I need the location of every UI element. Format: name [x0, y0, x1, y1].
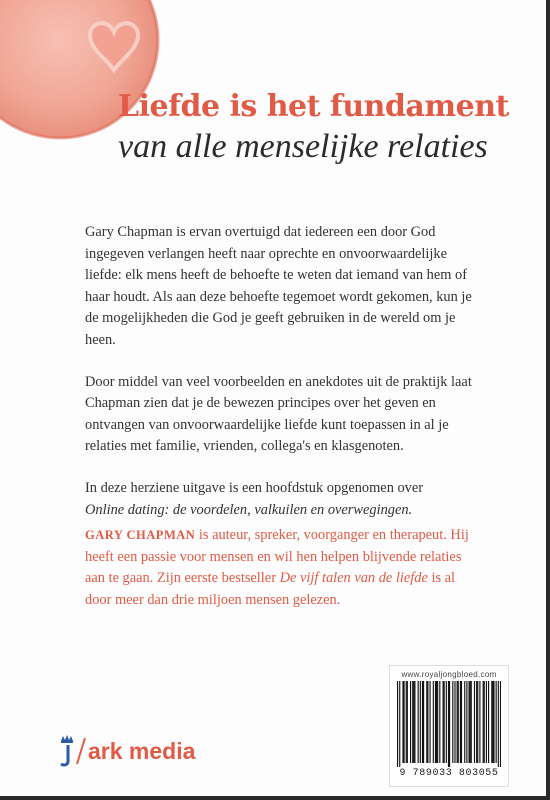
barcode-bar: [476, 681, 477, 763]
barcode-bar: [488, 681, 489, 763]
barcode-bar: [458, 681, 459, 763]
author-book-title: De vijf talen van de liefde: [279, 570, 428, 587]
barcode-bar: [446, 681, 447, 763]
barcode-bar: [460, 681, 461, 763]
barcode-bar: [404, 681, 405, 763]
headline: [118, 86, 518, 167]
barcode-bar: [433, 681, 434, 763]
barcode: [397, 681, 501, 767]
author-bio-text-a: is auteur, spreker, voorganger en therapeut. Hij heeft een passie voor mensen en wil hen helpen blijvende relaties aan te gaan. Zijn eerste bestseller: [85, 527, 469, 587]
barcode-bar: [436, 681, 437, 763]
barcode-bar: [406, 681, 407, 763]
paragraph-3-text: In deze herziene uitgave is een hoofdstuk opgenomen over: [85, 479, 424, 496]
barcode-bar: [397, 681, 398, 767]
barcode-bar: [491, 681, 492, 763]
headline-italic: van alle menselijke relaties: [118, 128, 488, 165]
barcode-bar: [464, 681, 465, 763]
barcode-bar: [435, 681, 436, 763]
barcode-bar: [399, 681, 400, 767]
barcode-bar: [498, 681, 499, 767]
crown-j-logo-icon: [58, 735, 76, 767]
barcode-bar: [413, 681, 414, 763]
barcode-bar: [474, 681, 475, 763]
barcode-bar: [452, 681, 453, 763]
barcode-bar: [422, 681, 423, 763]
barcode-bar: [457, 681, 458, 763]
barcode-bar: [486, 681, 487, 763]
barcode-bar: [477, 681, 478, 763]
barcode-bar: [420, 681, 421, 763]
barcode-bar: [412, 681, 413, 763]
barcode-bar: [493, 681, 494, 763]
barcode-bar: [430, 681, 431, 763]
paragraph-3-chapter: Online dating: de voordelen, valkuilen en overwegingen.: [85, 501, 413, 518]
publisher-url: www.royaljongbloed.com: [401, 670, 497, 679]
barcode-bar: [479, 681, 480, 763]
paragraph-2: Door middel van veel voorbeelden en anekdotes uit de praktijk laat Chapman zien dat je de bewezen principes over het geven en ontvangen van onvoorwaardelijke liefde kunt toepassen in al je relaties met familie, vrienden, collega's en klasgenoten.: [85, 373, 472, 455]
barcode-bar: [483, 681, 484, 763]
barcode-bar: [496, 681, 497, 763]
barcode-bar: [470, 681, 471, 763]
barcode-bar: [402, 681, 403, 763]
barcode-bar: [454, 681, 455, 763]
barcode-bar: [469, 681, 470, 763]
barcode-bar: [427, 681, 428, 763]
barcode-bar: [414, 681, 415, 763]
barcode-block: [389, 665, 509, 787]
description: [85, 222, 475, 541]
paragraph-3: [85, 478, 475, 521]
logo-slash: [76, 736, 86, 766]
barcode-bar: [423, 681, 424, 763]
headline-red: Liefde is het fundament: [118, 89, 509, 124]
barcode-bar: [439, 681, 440, 763]
author-bio-text-b: is al door meer dan drie miljoen mensen gelezen.: [85, 570, 456, 608]
author-name: GARY CHAPMAN: [85, 528, 196, 542]
barcode-bar: [410, 681, 411, 763]
barcode-bar: [484, 681, 485, 763]
barcode-bar: [449, 681, 450, 767]
barcode-bar: [443, 681, 444, 763]
barcode-bar: [466, 681, 467, 763]
barcode-bar: [500, 681, 501, 767]
publisher-name: ark media: [88, 737, 196, 764]
paragraph-1: Gary Chapman is ervan overtuigd dat iedereen een door God ingegeven verlangen heeft naar oprechte en onvoorwaardelijke liefde: elk mens heeft de behoefte te weten dat iemand van hem of haar houdt. Als aan deze behoefte tegemoet wordt gekomen, kun je de mogelijkheden die God je geeft gebruiken in de wereld om je heen.: [85, 224, 472, 348]
author-bio: [85, 525, 475, 611]
barcode-bar: [407, 681, 408, 763]
barcode-bar: [418, 681, 419, 763]
barcode-bar: [461, 681, 462, 763]
barcode-bar: [492, 681, 493, 763]
barcode-bar: [444, 681, 445, 763]
barcode-bar: [437, 681, 438, 763]
publisher-logo: [58, 735, 195, 767]
barcode-bar: [471, 681, 472, 763]
barcode-bar: [426, 681, 427, 763]
barcode-bar: [448, 681, 449, 767]
isbn-number: 9 789033 803055: [399, 768, 499, 779]
